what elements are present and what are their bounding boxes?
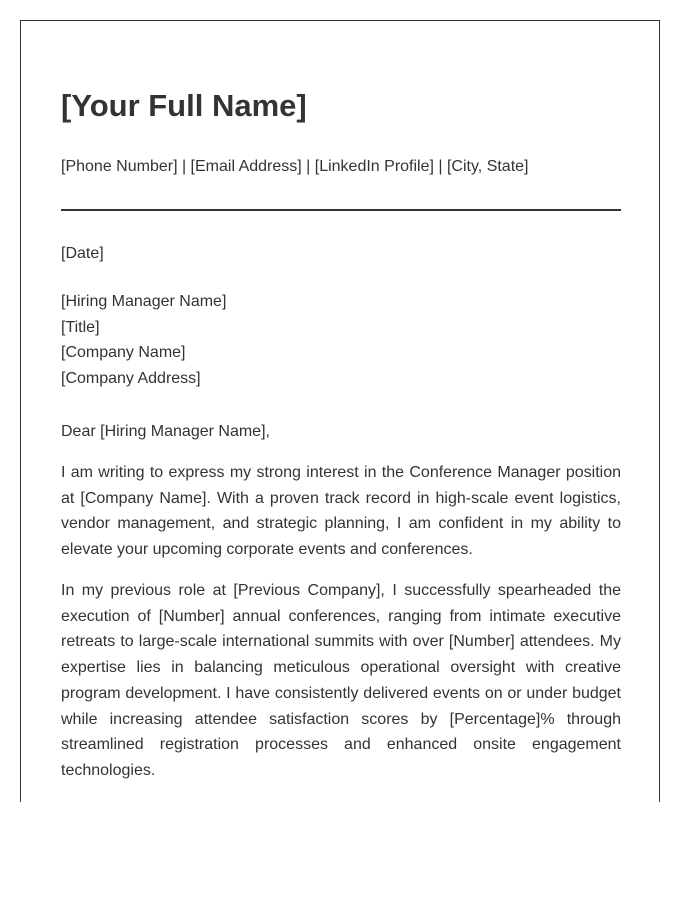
recipient-address: [Company Address] [61, 370, 201, 388]
body-paragraph-2: In my previous role at [Previous Company], I successfully spearheaded the execution of [Number] annual conferences, ranging from intimate executive retreats to large-scale international summits with over [Number] attendees. My expertise lies in balancing meticulous operational oversight with creative program development. I have consistently delivered events on or under budget while increasing attendee satisfaction scores by [Percentage]% through streamlined registration processes and enhanced onsite engagement technologies. [61, 582, 621, 779]
header-divider [61, 209, 621, 211]
body-paragraph-1: I am writing to express my strong interest in the Conference Manager position at [Company Name]. With a proven track record in high-scale event logistics, vendor management, and strategic planning, I am confident in my ability to elevate your upcoming corporate events and conferences. [61, 464, 621, 559]
recipient-block [61, 289, 226, 392]
recipient-name: [Hiring Manager Name] [61, 293, 227, 310]
contact-line: [Phone Number] | [Email Address] | [LinkedIn Profile] | [City, State] [61, 158, 529, 175]
letter-date: [Date] [61, 245, 104, 262]
letter-page [20, 20, 660, 802]
applicant-name: [Your Full Name] [61, 88, 307, 123]
recipient-title: [Title] [61, 318, 100, 336]
salutation: Dear [Hiring Manager Name], [61, 423, 270, 440]
recipient-company: [Company Name] [61, 344, 186, 362]
